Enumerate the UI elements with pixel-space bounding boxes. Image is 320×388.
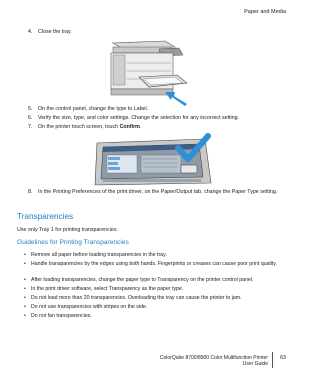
page-number: 63	[280, 355, 286, 361]
footer-product: ColorQube 8700/8900 Color Multifunction Printer User Guide	[159, 355, 268, 368]
step-text: On the control panel, change the type to Label.	[38, 106, 149, 112]
step-text: In the Printing Preferences of the print driver, on the Paper/Output tab, change the Paper Type setting.	[38, 189, 278, 195]
step-text: Verify the size, type, and color settings. Change the selection for any incorrect setting.	[38, 115, 240, 121]
step-text: On the printer touch screen, touch Confirm.	[38, 124, 142, 130]
bullet-icon: •	[24, 304, 26, 310]
bullet-icon: •	[24, 277, 26, 283]
step-number: 8.	[28, 189, 33, 195]
bullet-icon: •	[24, 252, 26, 258]
running-header: Paper and Media	[244, 9, 286, 15]
checkmark-icon	[175, 133, 211, 163]
step-number: 5.	[28, 106, 33, 112]
bullet-icon: •	[24, 295, 26, 301]
confirm-label: Confirm	[119, 124, 140, 130]
section-title: Transparencies	[17, 212, 74, 221]
section-intro: Use only Tray 1 for printing transparencies.	[17, 227, 118, 233]
footer-divider	[272, 352, 273, 368]
step-number: 7.	[28, 124, 33, 130]
step-text: Close the tray.	[38, 29, 72, 35]
guidelines-title: Guidelines for Printing Transparencies	[17, 239, 129, 246]
bullet-icon: •	[24, 261, 26, 267]
step-number: 6.	[28, 115, 33, 121]
tray-arrow-icon	[165, 90, 187, 106]
step-number: 4.	[28, 29, 33, 35]
bullet-icon: •	[24, 313, 26, 319]
bullet-icon: •	[24, 286, 26, 292]
